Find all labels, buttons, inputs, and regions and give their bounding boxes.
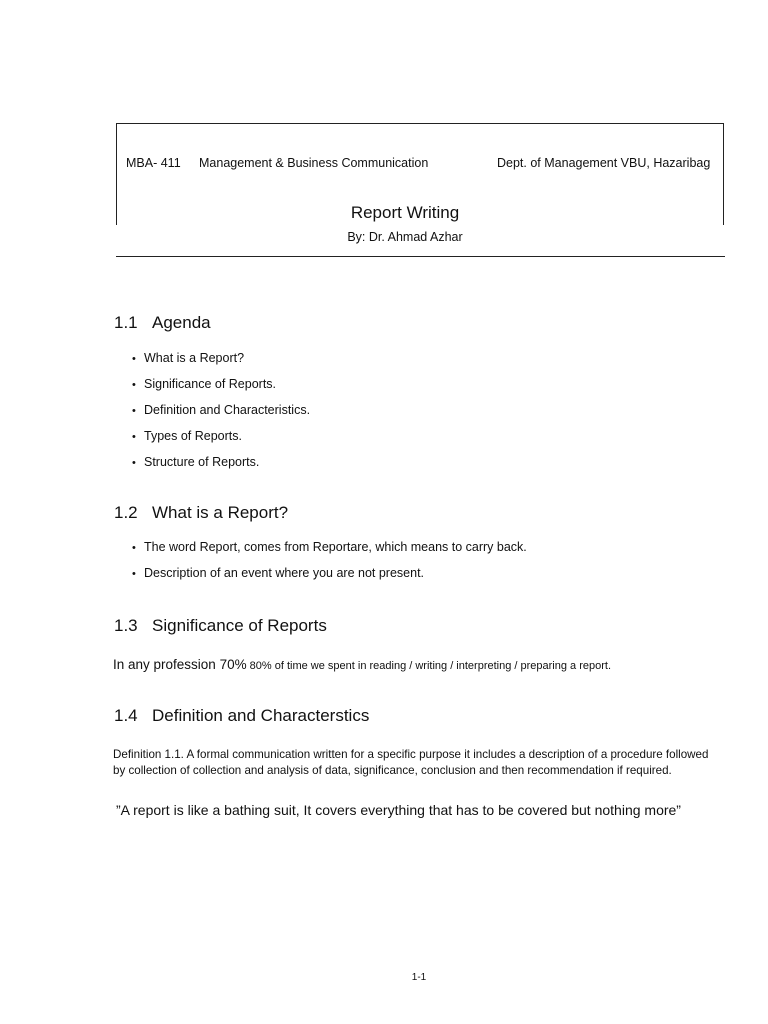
section-title: What is a Report? <box>152 503 289 522</box>
agenda-list <box>132 351 310 481</box>
section-heading-significance <box>114 616 327 636</box>
quote: ”A report is like a bathing suit, It covers everything that has to be covered but nothing more” <box>116 802 681 818</box>
list-item: • Description of an event where you are not present. <box>132 566 425 580</box>
section-title: Agenda <box>152 313 211 332</box>
document-author: By: Dr. Ahmad Azhar <box>347 230 463 244</box>
section-heading-what-is-report <box>114 503 288 523</box>
bullet-icon: • <box>132 457 136 469</box>
page-number: 1-1 <box>411 972 427 983</box>
list-item: • Structure of Reports. <box>132 455 260 469</box>
document-title: Report Writing <box>350 203 460 222</box>
what-is-report-list <box>132 540 527 592</box>
bullet-icon: • <box>132 353 136 365</box>
list-item: • What is a Report? <box>132 351 245 365</box>
bullet-icon: • <box>132 542 136 554</box>
list-item: • Definition and Characteristics. <box>132 403 311 417</box>
course-code: MBA- 411 <box>126 156 181 170</box>
bullet-icon: • <box>132 568 136 580</box>
bullet-icon: • <box>132 431 136 443</box>
header-rule <box>116 256 725 257</box>
section-title: Significance of Reports <box>152 616 327 635</box>
department: Dept. of Management VBU, Hazaribag <box>497 156 711 170</box>
section-number: 1.3 <box>114 616 138 635</box>
section-heading-agenda <box>114 313 211 333</box>
section-number: 1.4 <box>114 706 138 725</box>
significance-paragraph: In any profession 70% 80% of time we spent in reading / writing / interpreting / preparing a report. <box>113 657 612 672</box>
section-heading-definition <box>114 706 369 726</box>
section-title: Definition and Characterstics <box>152 706 370 725</box>
course-name: Management & Business Communication <box>199 156 429 170</box>
bullet-icon: • <box>132 405 136 417</box>
definition-paragraph: Definition 1.1. A formal communication written for a specific purpose it includes a description of a procedure followed by collection of collection and analysis of data, significance, conclusion and then recommendation if required. <box>113 748 709 777</box>
list-item: • Significance of Reports. <box>132 377 277 391</box>
bullet-icon: • <box>132 379 136 391</box>
list-item: • Types of Reports. <box>132 429 242 443</box>
list-item: • The word Report, comes from Reportare, which means to carry back. <box>132 540 527 554</box>
section-number: 1.2 <box>114 503 138 522</box>
section-number: 1.1 <box>114 313 138 332</box>
